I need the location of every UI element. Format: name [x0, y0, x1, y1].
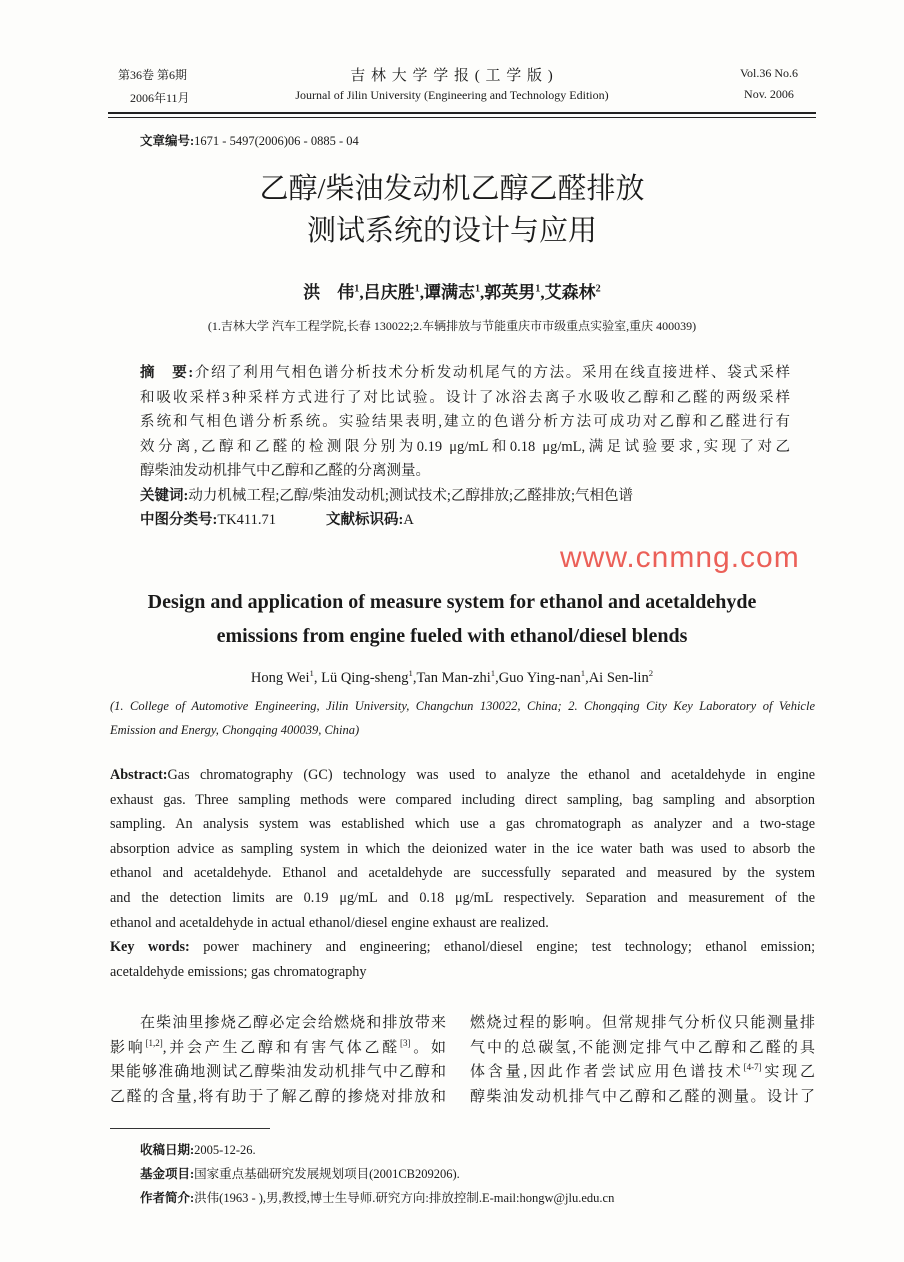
- issue-info: [118, 66, 190, 106]
- authors-cn: [0, 278, 904, 303]
- header-rule-thin: [108, 117, 816, 118]
- abstract-en-line: Gas chromatography (GC) technology was used to analyze the ethanol and acetaldehyde in engine: [167, 767, 815, 783]
- volume-info-en: [728, 66, 810, 102]
- keywords-cn: [140, 484, 790, 509]
- affiliation-mark: 1: [580, 668, 586, 679]
- bio-value: 洪伟(1963 - ),男,教授,博士生导师.研究方向:排放控制.E-mail:hongw@jlu.edu.cn: [194, 1191, 615, 1205]
- author: ,Tan Man-zhi: [412, 670, 491, 686]
- keywords-en-label: Key words:: [110, 939, 190, 956]
- volume-issue-cn: 第36卷 第6期: [118, 68, 188, 82]
- doc-code-label: 文献标识码:: [326, 512, 404, 528]
- clc-label: 中图分类号:: [140, 512, 218, 528]
- article-number-value: 1671 - 5497(2006)06 - 0885 - 04: [194, 134, 359, 148]
- body-line: [470, 1060, 815, 1085]
- affiliation-en-line: Emission and Energy, Chongqing 400039, China): [110, 723, 360, 737]
- abstract-en: [110, 763, 815, 984]
- body-line: 乙醛的含量,将有助于了解乙醇的掺烧对排放和: [110, 1088, 446, 1105]
- page-title-cn: [0, 168, 904, 252]
- author: 洪 伟: [303, 283, 355, 302]
- authors-en: [0, 670, 904, 687]
- affiliation-mark: 1: [408, 668, 413, 679]
- body-text: 影响: [110, 1039, 146, 1056]
- abstract-cn: [140, 361, 790, 533]
- keywords-cn-label: 关键词:: [140, 487, 189, 504]
- author: ,Guo Ying-nan: [495, 670, 581, 686]
- body-line: 果能够准确地测试乙醇柴油发动机排气中乙醇和: [110, 1064, 446, 1080]
- abstract-en-line: absorption advice as sampling system in which the deionized water in the ice water bath was used to absorb the: [110, 840, 815, 857]
- title-cn-line: 乙醇/柴油发动机乙醇乙醛排放: [259, 173, 645, 205]
- fund-value: 国家重点基础研究发展规划项目(2001CB209206).: [194, 1167, 460, 1181]
- classification: [140, 508, 790, 533]
- page-title-en: [0, 585, 904, 653]
- title-en-line: Design and application of measure system for ethanol and acetaldehyde: [147, 591, 757, 613]
- doc-code-value: A: [403, 512, 414, 528]
- date-cn: 2006年11月: [130, 91, 190, 105]
- abstract-cn-line: 和吸收采样3种采样方式进行了对比试验。设计了冰浴去离子水吸收乙醇和乙醛的两级采样: [140, 389, 790, 406]
- title-cn-line: 测试系统的设计与应用: [306, 215, 597, 247]
- received-value: 2005-12-26.: [194, 1143, 256, 1157]
- abstract-en-line: and the detection limits are 0.19 μg/mL and 0.18 μg/mL respectively. Separation and measurement of the: [110, 889, 815, 906]
- fund-label: 基金项目:: [140, 1167, 195, 1181]
- affiliation-cn: (1.吉林大学 汽车工程学院,长春 130022;2.车辆排放与节能重庆市市级重点实验室,重庆 400039): [207, 319, 697, 333]
- keywords-en-line: acetaldehyde emissions; gas chromatography: [110, 963, 367, 980]
- body-line: 燃烧过程的影响。但常规排气分析仪只能测量排: [470, 1015, 815, 1031]
- journal-title-cn: 吉 林 大 学 学 报 ( 工 学 版 ): [350, 68, 554, 84]
- body-line: 醇柴油发动机排气中乙醇和乙醛的测量。设计了: [470, 1088, 815, 1105]
- bio-label: 作者简介:: [140, 1191, 195, 1205]
- abstract-cn-line: 醇柴油发动机排气中乙醇和乙醛的分离测量。: [140, 463, 430, 479]
- body-line: [110, 1036, 446, 1061]
- affiliation-mark: 1: [535, 283, 541, 295]
- affiliation-mark: 2: [648, 668, 654, 679]
- body-text: ,并会产生乙醇和有害气体乙醛: [162, 1039, 400, 1056]
- body-line: 在柴油里掺烧乙醇必定会给燃烧和排放带来: [140, 1015, 446, 1031]
- abstract-en-label: Abstract:: [110, 767, 168, 783]
- volume-issue-en: Vol.36 No.6: [739, 66, 799, 80]
- fund-info: [140, 1164, 460, 1182]
- author: Hong Wei: [250, 670, 310, 686]
- body-line: 气中的总碳氢,不能测定排气中乙醇和乙醛的具: [470, 1039, 815, 1056]
- journal-title: [250, 64, 654, 103]
- citation: [1,2]: [145, 1037, 163, 1048]
- affiliation-mark: 1: [474, 283, 481, 295]
- body-column-left: [110, 1011, 446, 1109]
- affiliation-mark: 1: [309, 668, 314, 679]
- affiliation-en-line: (1. College of Automotive Engineering, Jilin University, Changchun 130022, China; 2. Chongqing City Key Laboratory of Vehicle: [110, 699, 815, 713]
- body-text: 。如: [410, 1039, 446, 1056]
- keywords-en-line: power machinery and engineering; ethanol/diesel engine; test technology; ethanol emission;: [203, 939, 816, 956]
- affiliation-mark: 1: [490, 668, 496, 679]
- title-en-line: emissions from engine fueled with ethanol/diesel blends: [216, 625, 688, 647]
- article-number: [140, 131, 359, 149]
- affiliation-mark: 1: [354, 283, 360, 295]
- date-en: Nov. 2006: [744, 87, 794, 101]
- affiliation-en: [110, 694, 815, 742]
- body-column-right: [470, 1011, 815, 1109]
- abstract-en-line: exhaust gas. Three sampling methods were compared including direct sampling, bag sampling and absorption: [110, 791, 815, 808]
- author-bio: [140, 1188, 614, 1206]
- journal-title-en: Journal of Jilin University (Engineering and Technology Edition): [295, 88, 609, 102]
- abstract-en-line: ethanol and acetaldehyde. Ethanol and acetaldehyde are successfully separated and measured by the system: [110, 865, 815, 882]
- body-text: 体含量,因此作者尝试应用色谱技术: [470, 1064, 744, 1080]
- abstract-en-line: ethanol and acetaldehyde in actual ethanol/diesel engine exhaust are realized.: [110, 914, 549, 931]
- author: ,吕庆胜: [359, 283, 415, 302]
- abstract-cn-line: 效分离,乙醇和乙醛的检测限分别为0.19 μg/mL和0.18 μg/mL,满足试验要求,实现了对乙: [140, 438, 790, 455]
- article-number-label: 文章编号:: [140, 134, 195, 148]
- header-rule-thick: [108, 112, 816, 114]
- abstract-cn-line: 介绍了利用气相色谱分析技术分析发动机尾气的方法。采用在线直接进样、袋式采样: [193, 365, 790, 381]
- author: , Lü Qing-sheng: [313, 670, 409, 686]
- keywords-cn-value: 动力机械工程;乙醇/柴油发动机;测试技术;乙醇排放;乙醛排放;气相色谱: [188, 487, 634, 504]
- abstract-en-line: sampling. An analysis system was established which use a gas chromatograph as analyzer and a two-stage: [110, 816, 815, 833]
- author: ,郭英男: [480, 283, 536, 302]
- citation: [4-7]: [743, 1062, 762, 1072]
- received-label: 收稿日期:: [140, 1143, 195, 1157]
- received-date: [140, 1140, 256, 1158]
- affiliation-mark: 2: [595, 283, 601, 295]
- abstract-cn-line: 系统和气相色谱分析系统。实验结果表明,建立的色谱分析方法可成功对乙醇和乙醛进行有: [140, 414, 790, 430]
- footnote-rule: [110, 1128, 270, 1129]
- citation: [3]: [399, 1037, 411, 1048]
- author: ,Ai Sen-lin: [585, 670, 649, 686]
- author: ,谭满志: [419, 283, 475, 302]
- affiliation-mark: 1: [414, 283, 420, 295]
- clc-value: TK411.71: [217, 512, 277, 528]
- abstract-cn-label: 摘 要:: [140, 365, 194, 381]
- watermark: www.cnmng.com: [560, 541, 800, 574]
- author: ,艾森林: [540, 283, 596, 302]
- body-text: 实现乙: [761, 1064, 815, 1080]
